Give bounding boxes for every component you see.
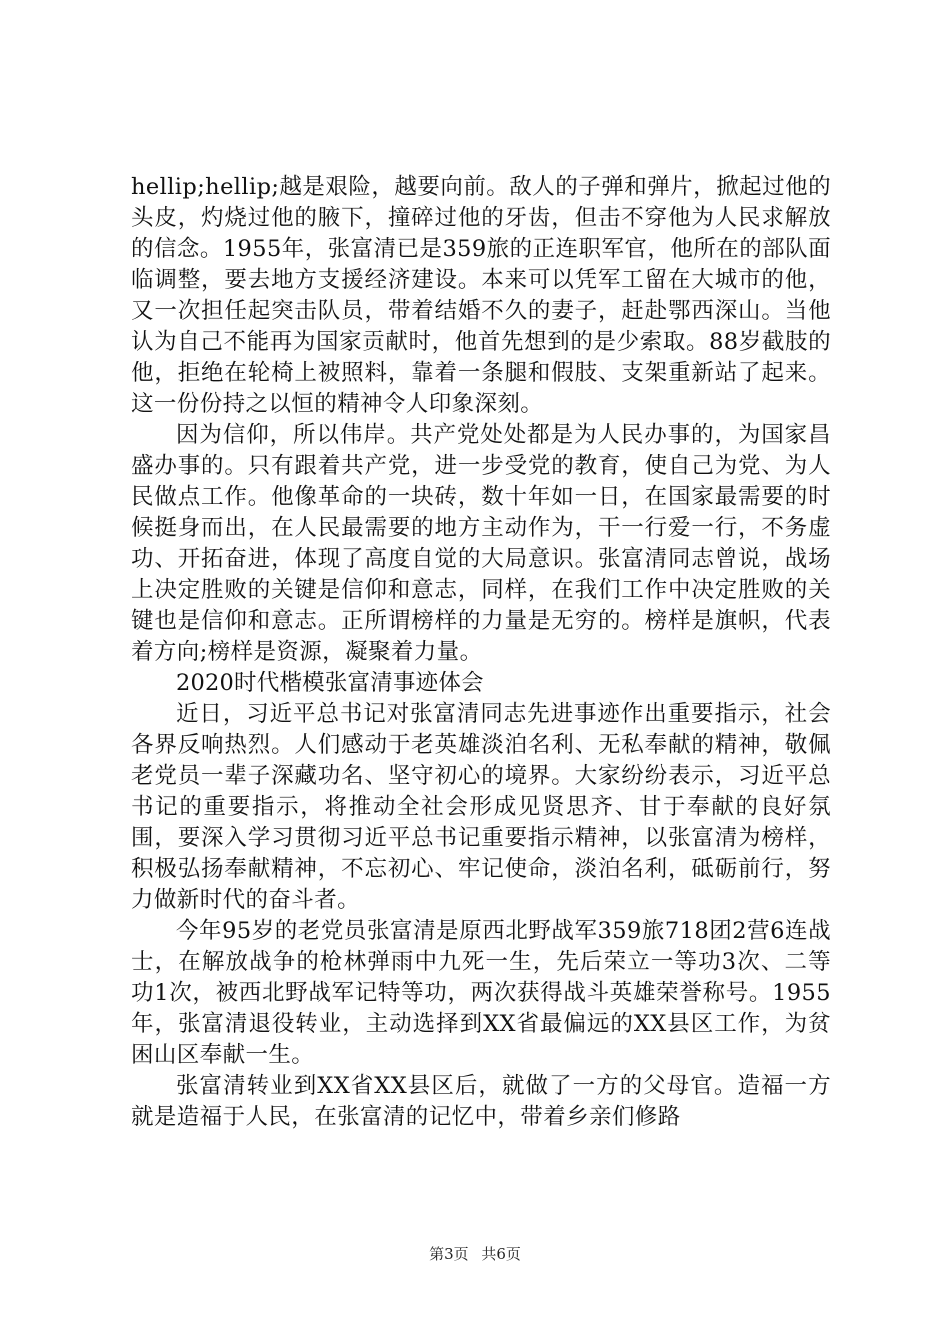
section-heading: 2020时代楷模张富清事迹体会 [176,670,484,696]
document-body [131,172,831,1133]
paragraph-1: hellip;hellip;越是艰险，越要向前。敌人的子弹和弹片，掀起过他的头皮，灼烧过他的腋下，撞碎过他的牙齿，但击不穿他为人民求解放的信念。1955年，张富清已是359旅的正连职军官，他所在的部队面临调整，要去地方支援经济建设。本来可以凭军工留在大城市的他，又一次担任起突击队员，带着结婚不久的妻子，赶赴鄂西深山。当他认为自己不能再为国家贡献时，他首先想到的是少索取。88岁截肢的他，拒绝在轮椅上被照料，靠着一条腿和假肢、支架重新站了起来。这一份份持之以恒的精神令人印象深刻。 [131,174,831,417]
paragraph-2: 因为信仰，所以伟岸。共产党处处都是为人民办事的，为国家昌盛办事的。只有跟着共产党，进一步受党的教育，使自己为党、为人民做点工作。他像革命的一块砖，数十年如一日，在国家最需要的时候挺身而出，在人民最需要的地方主动作为，干一行爱一行，不务虚功、开拓奋进，体现了高度自觉的大局意识。张富清同志曾说，战场上决定胜败的关键是信仰和意志，同样，在我们工作中决定胜败的关键也是信仰和意志。正所谓榜样的力量是无穷的。榜样是旗帜，代表着方向;榜样是资源，凝聚着力量。 [131,422,831,665]
paragraph-4: 今年95岁的老党员张富清是原西北野战军359旅718团2营6连战士，在解放战争的枪林弹雨中九死一生，先后荣立一等功3次、二等功1次，被西北野战军记特等功，两次获得战斗英雄荣誉称号。1955年，张富清退役转业，主动选择到XX省最偏远的XX县区工作，为贫困山区奉献一生。 [131,918,831,1068]
page-total: 共6页 [481,1245,521,1263]
page-number: 第3页 [429,1245,469,1263]
page-footer [0,1244,950,1264]
paragraph-5: 张富清转业到XX省XX县区后，就做了一方的父母官。造福一方就是造福于人民，在张富清的记忆中，带着乡亲们修路 [131,1073,831,1130]
paragraph-3: 近日，习近平总书记对张富清同志先进事迹作出重要指示，社会各界反响热烈。人们感动于老英雄淡泊名利、无私奉献的精神，敬佩老党员一辈子深藏功名、坚守初心的境界。大家纷纷表示，习近平总书记的重要指示，将推动全社会形成见贤思齐、甘于奉献的良好氛围，要深入学习贯彻习近平总书记重要指示精神，以张富清为榜样，积极弘扬奉献精神，不忘初心、牢记使命，淡泊名利，砥砺前行，努力做新时代的奋斗者。 [131,701,831,913]
